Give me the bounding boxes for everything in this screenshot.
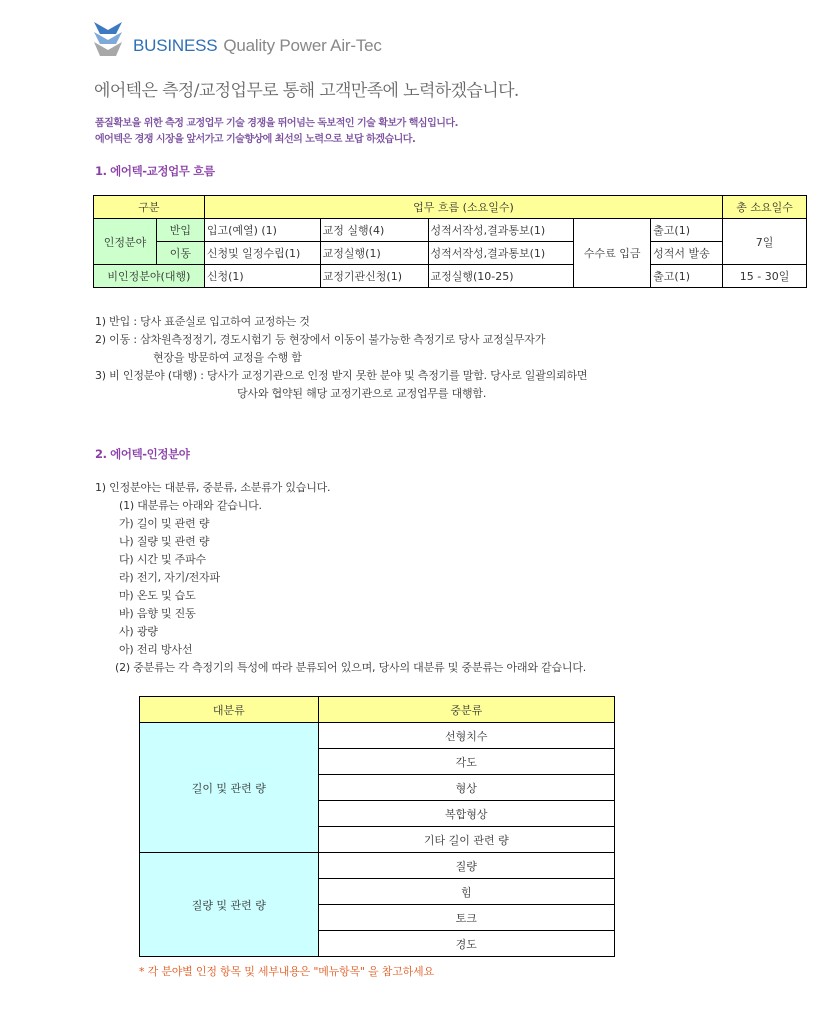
page-headline: 에어텍은 측정/교정업무로 통해 고객만족에 노력하겠습니다.	[94, 81, 519, 101]
flow-cell: 교정 실행(4)	[320, 219, 428, 242]
list-line: 사) 광량	[119, 625, 158, 638]
footnote: * 각 분야별 인정 항목 및 세부내용은 "메뉴항목" 을 참고하세요	[139, 965, 434, 978]
middle-category: 각도	[318, 749, 614, 775]
list-line: 아) 전리 방사선	[119, 643, 193, 656]
header-middle: 중분류	[318, 697, 614, 723]
major-category: 길이 및 관련 량	[140, 723, 319, 853]
company-logo-icon	[94, 22, 122, 58]
flow-cell: 성적서작성,결과통보(1)	[428, 219, 574, 242]
flow-cell: 교정실행(10-25)	[428, 265, 574, 288]
non-accredited-label: 비인정분야(대행)	[94, 265, 205, 288]
list-line: (2) 중분류는 각 측정기의 특성에 따라 분류되어 있으며, 당사의 대분류 및 중분류는 아래와 같습니다.	[115, 661, 587, 674]
list-line: 바) 음향 및 진동	[119, 607, 196, 620]
type-label: 이동	[156, 242, 204, 265]
flow-cell: 신청및 일정수립(1)	[204, 242, 320, 265]
major-category: 질량 및 관련 량	[140, 853, 319, 957]
brand-title: BUSINESS Quality Power Air-Tec	[133, 36, 382, 55]
header-flow: 업무 흐름 (소요일수)	[204, 196, 722, 219]
flow-cell: 출고(1)	[651, 219, 723, 242]
fee-cell: 수수료 입금	[574, 219, 651, 288]
middle-category: 복합형상	[318, 801, 614, 827]
note-line: 현장을 방문하여 교정을 수행 함	[153, 351, 302, 364]
list-line: 가) 길이 및 관련 량	[119, 517, 210, 530]
flow-cell: 성적서 발송	[651, 242, 723, 265]
middle-category: 경도	[318, 931, 614, 957]
header-category: 구분	[94, 196, 205, 219]
middle-category: 선형치수	[318, 723, 614, 749]
flow-cell: 성적서작성,결과통보(1)	[428, 242, 574, 265]
list-line: (1) 대분류는 아래와 같습니다.	[119, 499, 262, 512]
middle-category: 질량	[318, 853, 614, 879]
flow-cell: 신청(1)	[204, 265, 320, 288]
note-line: 2) 이동 : 삼차원측정정기, 경도시험기 등 현장에서 이동이 불가능한 측정기로 당사 교정실무자가	[95, 333, 546, 346]
middle-category: 기타 길이 관련 량	[318, 827, 614, 853]
header-major: 대분류	[140, 697, 319, 723]
classification-table	[139, 696, 615, 957]
list-line: 나) 질량 및 관련 량	[119, 535, 210, 548]
section-title-accredited: 2. 에어텍-인정분야	[95, 447, 190, 461]
total-days-cell: 7일	[723, 219, 807, 265]
intro-line: 품질확보을 위한 측정 교정업무 기술 경쟁을 뛰어넘는 독보적인 기술 확보가 핵심입니다.	[95, 118, 458, 129]
type-label: 반입	[156, 219, 204, 242]
middle-category: 형상	[318, 775, 614, 801]
list-line: 마) 온도 및 습도	[119, 589, 196, 602]
note-line: 당사와 협약된 해당 교정기관으로 교정업무를 대행함.	[237, 387, 487, 400]
workflow-table	[93, 195, 807, 288]
middle-category: 힘	[318, 879, 614, 905]
flow-cell: 출고(1)	[651, 265, 723, 288]
flow-cell: 입고(예열) (1)	[204, 219, 320, 242]
flow-cell: 교정기관신청(1)	[320, 265, 428, 288]
section-title-workflow: 1. 에어텍-교정업무 흐름	[95, 164, 215, 178]
accredited-label: 인정분야	[94, 219, 157, 265]
list-line: 다) 시간 및 주파수	[119, 553, 206, 566]
intro-line: 에어텍은 경쟁 시장을 앞서가고 기술향상에 최선의 노력으로 보답 하겠습니다.	[95, 134, 416, 145]
flow-cell: 교정실행(1)	[320, 242, 428, 265]
list-line: 1) 인정분야는 대분류, 중분류, 소분류가 있습니다.	[95, 481, 331, 494]
note-line: 1) 반입 : 당사 표준실로 입고하여 교정하는 것	[95, 315, 310, 328]
list-line: 라) 전기, 자기/전자파	[119, 571, 220, 584]
note-line: 3) 비 인정분야 (대행) : 당사가 교정기관으로 인정 받지 못한 분야 및 측정기를 말함. 당사로 일괄의뢰하면	[95, 369, 588, 382]
header-total: 총 소요일수	[723, 196, 807, 219]
middle-category: 토크	[318, 905, 614, 931]
total-days-cell: 15 - 30일	[723, 265, 807, 288]
